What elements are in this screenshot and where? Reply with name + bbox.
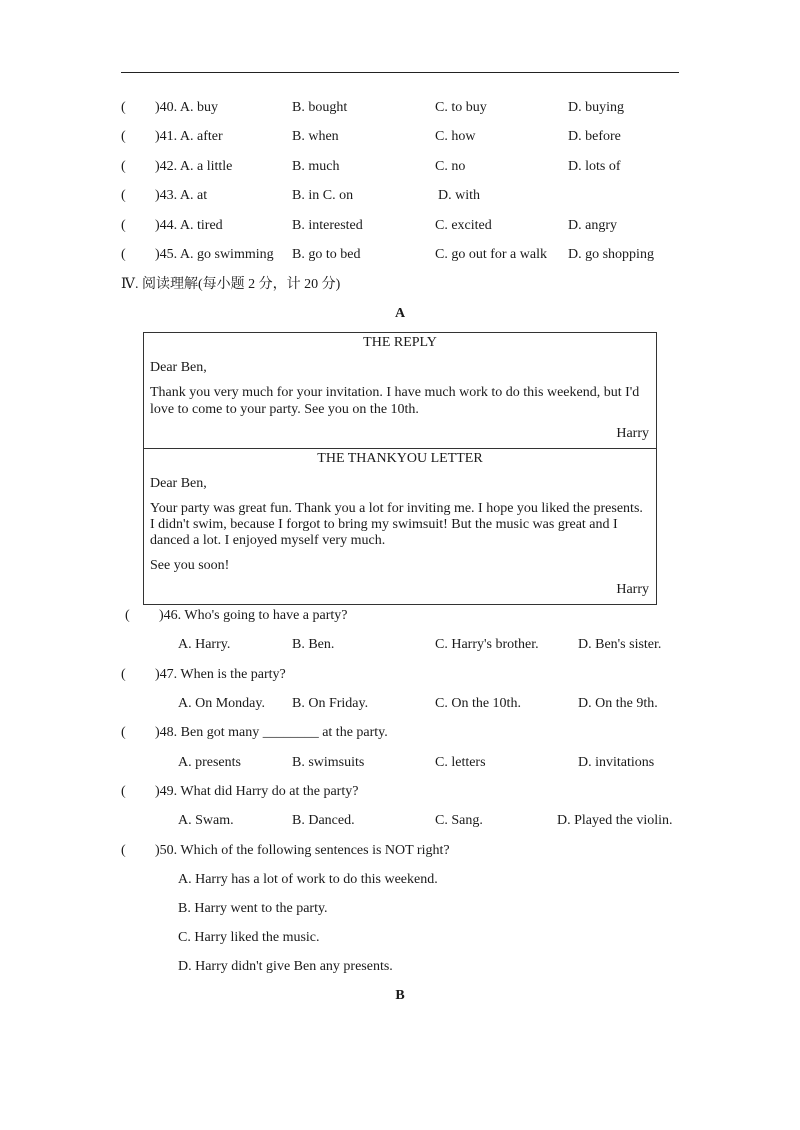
option-a: )44. A. tired — [155, 218, 223, 233]
reply-greeting: Dear Ben, — [150, 360, 207, 375]
option-d: D. go shopping — [568, 247, 654, 262]
option-c: C. Harry liked the music. — [178, 930, 320, 945]
question-stem: )47. When is the party? — [155, 667, 286, 682]
option-c: C. how — [435, 129, 476, 144]
option-d: D. before — [568, 129, 621, 144]
option-b: B. much — [292, 159, 340, 174]
option-a: A. Harry. — [178, 637, 231, 652]
option-b: B. interested — [292, 218, 363, 233]
answer-paren: ( — [121, 100, 126, 115]
header-rule — [121, 72, 679, 73]
option-c: C. to buy — [435, 100, 487, 115]
passage-a-label: A — [394, 306, 406, 321]
thankyou-line-3: danced a lot. I enjoyed myself very much. — [150, 533, 386, 548]
option-b: B. Ben. — [292, 637, 335, 652]
option-b: B. Danced. — [292, 813, 355, 828]
option-b-c: B. in C. on — [292, 188, 354, 203]
option-a: A. presents — [178, 755, 241, 770]
option-a: )43. A. at — [155, 188, 208, 203]
option-a: )40. A. buy — [155, 100, 218, 115]
option-a: )45. A. go swimming — [155, 247, 274, 262]
option-b: B. Harry went to the party. — [178, 901, 328, 916]
answer-paren: ( — [121, 667, 126, 682]
answer-paren: ( — [121, 247, 126, 262]
option-a: )41. A. after — [155, 129, 223, 144]
thankyou-title: THE THANKYOU LETTER — [317, 451, 483, 466]
option-c: C. Sang. — [435, 813, 483, 828]
option-d: D. Played the violin. — [557, 813, 673, 828]
reply-box — [143, 332, 657, 449]
option-c: C. letters — [435, 755, 486, 770]
option-b: B. when — [292, 129, 339, 144]
answer-paren: ( — [121, 159, 126, 174]
thankyou-box — [143, 448, 657, 605]
option-b: B. swimsuits — [292, 755, 365, 770]
answer-paren: ( — [121, 188, 126, 203]
answer-paren: ( — [121, 129, 126, 144]
option-c: C. excited — [435, 218, 492, 233]
option-d: D. angry — [568, 218, 617, 233]
option-d: D. On the 9th. — [578, 696, 658, 711]
question-stem: )50. Which of the following sentences is NOT right? — [155, 843, 450, 858]
option-a: A. On Monday. — [178, 696, 265, 711]
question-stem: )49. What did Harry do at the party? — [155, 784, 359, 799]
option-d: D. buying — [568, 100, 624, 115]
reply-signature: Harry — [616, 426, 649, 441]
thankyou-line-1: Your party was great fun. Thank you a lot for inviting me. I hope you liked the presents. — [150, 501, 643, 516]
option-c: C. go out for a walk — [435, 247, 547, 262]
option-a: A. Harry has a lot of work to do this weekend. — [178, 872, 438, 887]
thankyou-greeting: Dear Ben, — [150, 476, 207, 491]
thankyou-line-2: I didn't swim, because I forgot to bring my swimsuit! But the music was great and I — [150, 517, 618, 532]
section-heading: Ⅳ. 阅读理解(每小题 2 分，计 20 分) — [121, 277, 341, 292]
answer-paren: ( — [121, 218, 126, 233]
option-b: B. bought — [292, 100, 348, 115]
reply-line-2: love to come to your party. See you on the 10th. — [150, 402, 419, 417]
option-c: C. On the 10th. — [435, 696, 521, 711]
thankyou-signature: Harry — [616, 582, 649, 597]
option-a: A. Swam. — [178, 813, 234, 828]
option-d: D. invitations — [578, 755, 655, 770]
answer-paren: ( — [121, 784, 126, 799]
option-d: D. Ben's sister. — [578, 637, 662, 652]
option-b: B. On Friday. — [292, 696, 369, 711]
option-a: )42. A. a little — [155, 159, 233, 174]
question-stem: )46. Who's going to have a party? — [159, 608, 348, 623]
option-d: D. with — [438, 188, 480, 203]
thankyou-closing: See you soon! — [150, 558, 230, 573]
option-d: D. Harry didn't give Ben any presents. — [178, 959, 393, 974]
answer-paren: ( — [121, 725, 126, 740]
option-c: C. Harry's brother. — [435, 637, 539, 652]
reply-line-1: Thank you very much for your invitation. I have much work to do this weekend, but I'd — [150, 385, 640, 400]
passage-b-label: B — [395, 988, 405, 1003]
option-c: C. no — [435, 159, 466, 174]
question-stem: )48. Ben got many ________ at the party. — [155, 725, 388, 740]
reply-title: THE REPLY — [363, 335, 437, 350]
option-d: D. lots of — [568, 159, 621, 174]
answer-paren: ( — [121, 843, 126, 858]
option-b: B. go to bed — [292, 247, 361, 262]
answer-paren: ( — [125, 608, 130, 623]
